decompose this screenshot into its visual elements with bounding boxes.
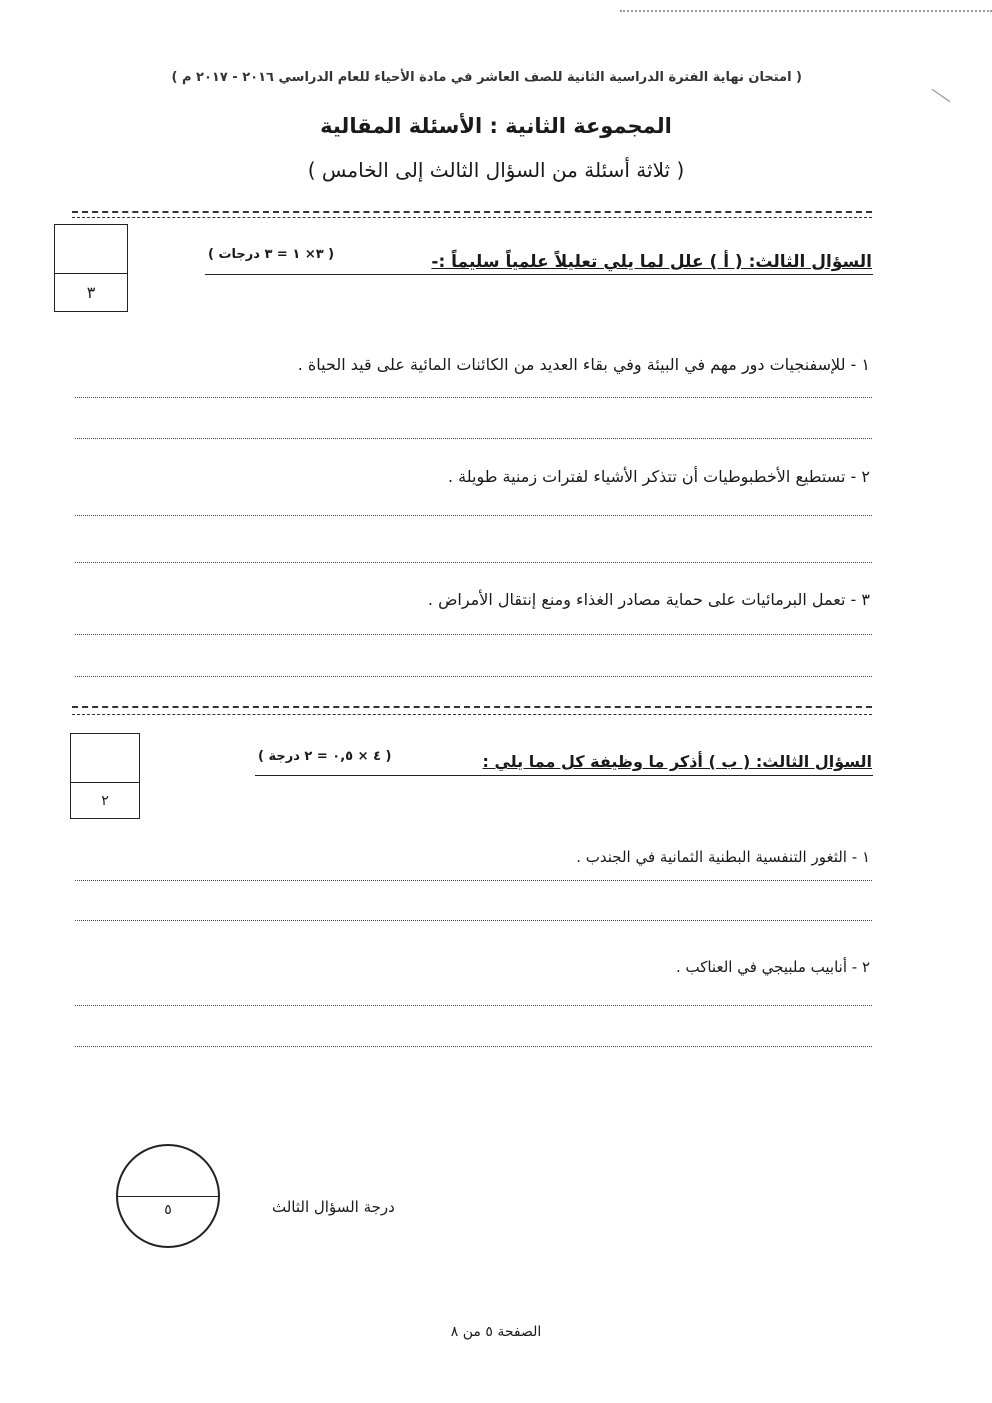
question-marks-b: ( ٤ × ٠,٥ = ٢ درجة ) <box>258 749 392 764</box>
answer-line <box>75 438 872 439</box>
total-score-circle <box>116 1144 220 1248</box>
section-divider <box>72 706 872 708</box>
group-title: المجموعة الثانية : الأسئلة المقالية <box>320 114 672 138</box>
question-underline-a <box>205 274 873 275</box>
total-score-value: ٥ <box>164 1202 172 1218</box>
answer-line <box>75 397 872 398</box>
total-score-label: درجة السؤال الثالث <box>272 1198 395 1216</box>
question-title-a: السؤال الثالث: ( أ ) علل لما يلي تعليلاً علمياً سليماً :- <box>431 252 872 272</box>
group-subtitle: ( ثلاثة أسئلة من السؤال الثالث إلى الخامس ) <box>307 158 685 182</box>
marks-box-value: ٢ <box>101 793 109 809</box>
question-title-b: السؤال الثالث: ( ب ) أذكر ما وظيفة كل مما يلي : <box>482 752 872 771</box>
answer-line <box>75 920 872 921</box>
marks-box-section-b <box>70 733 140 819</box>
marks-box-section-a <box>54 224 128 312</box>
answer-line <box>75 1046 872 1047</box>
question-marks-a: ( ٣× ١ = ٣ درجات ) <box>208 247 335 262</box>
section-divider <box>72 714 872 715</box>
question-underline-b <box>255 775 873 776</box>
question-item: ٢ - تستطيع الأخطبوطيات أن تتذكر الأشياء لفترات زمنية طويلة . <box>447 467 870 486</box>
page-number: الصفحة ٥ من ٨ <box>450 1324 542 1340</box>
answer-line <box>75 676 872 677</box>
marks-box-value: ٣ <box>86 283 96 302</box>
answer-line <box>75 515 872 516</box>
answer-line <box>75 634 872 635</box>
question-item: ٢ - أنابيب ملبيجي في العناكب . <box>675 958 870 976</box>
question-item: ١ - للإسفنجيات دور مهم في البيئة وفي بقاء العديد من الكائنات المائية على قيد الحياة . <box>297 355 870 374</box>
section-divider <box>72 217 872 218</box>
scan-artifact-top <box>620 10 992 12</box>
exam-header-line: ( امتحان نهاية الفترة الدراسية الثانية للصف العاشر في مادة الأحياء للعام الدراسي ٢٠١٦ - ٢٠١٧ م ) <box>171 70 802 85</box>
section-divider <box>72 211 872 213</box>
question-item: ٣ - تعمل البرمائيات على حماية مصادر الغذاء ومنع إنتقال الأمراض . <box>427 590 870 609</box>
answer-line <box>75 1005 872 1006</box>
answer-line <box>75 562 872 563</box>
question-item: ١ - الثغور التنفسية البطنية الثمانية في الجندب . <box>576 848 870 866</box>
scan-artifact-mark <box>932 89 951 102</box>
answer-line <box>75 880 872 881</box>
